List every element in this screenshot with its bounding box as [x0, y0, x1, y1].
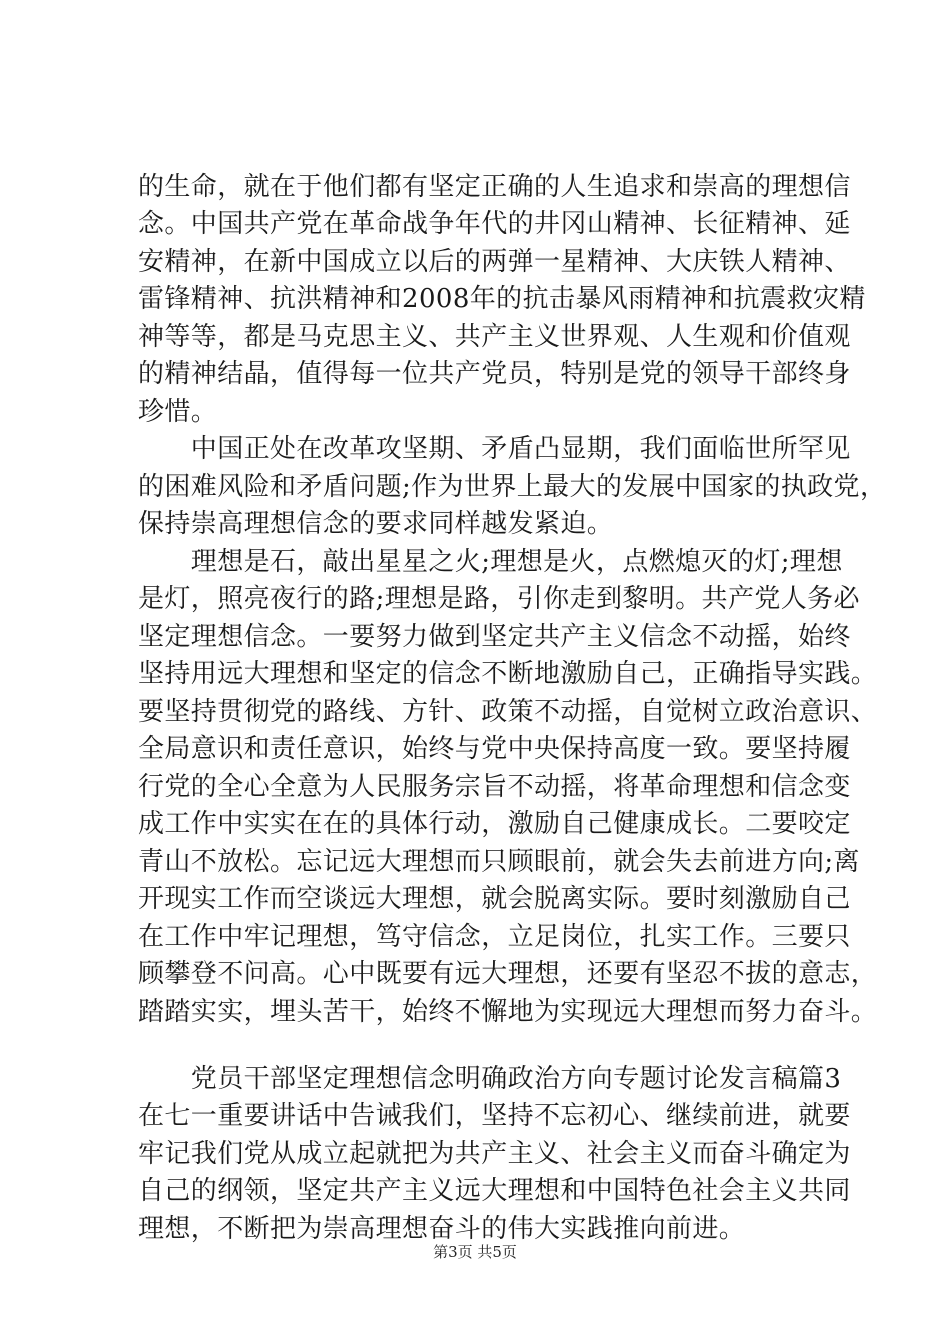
text-line: 理想是石，敲出星星之火;理想是火，点燃熄灭的灯;理想 [138, 547, 843, 577]
text-line: 开现实工作而空谈远大理想，就会脱离实际。要时刻激励自己 [138, 884, 851, 914]
section-heading-line: 党员干部坚定理想信念明确政治方向专题讨论发言稿篇3 [138, 1064, 842, 1094]
text-line: 坚定理想信念。一要努力做到坚定共产主义信念不动摇，始终 [138, 622, 851, 652]
text-line: 行党的全心全意为人民服务宗旨不动摇，将革命理想和信念变 [138, 772, 851, 802]
text-line: 保持崇高理想信念的要求同样越发紧迫。 [138, 509, 614, 539]
text-line: 是灯，照亮夜行的路;理想是路，引你走到黎明。共产党人务必 [138, 584, 860, 614]
text-line: 的生命，就在于他们都有坚定正确的人生追求和崇高的理想信 [138, 172, 851, 202]
text-line: 的困难风险和矛盾问题;作为世界上最大的发展中国家的执政党， [138, 472, 887, 502]
text-line: 踏踏实实，埋头苦干，始终不懈地为实现远大理想而努力奋斗。 [138, 997, 878, 1027]
text-line: 珍惜。 [138, 397, 218, 427]
text-line: 理想，不断把为崇高理想奋斗的伟大实践推向前进。 [138, 1214, 746, 1244]
text-line: 全局意识和责任意识，始终与党中央保持高度一致。要坚持履 [138, 734, 851, 764]
text-line: 雷锋精神、抗洪精神和2008年的抗击暴风雨精神和抗震救灾精 [138, 284, 866, 314]
text-line: 青山不放松。忘记远大理想而只顾眼前，就会失去前进方向;离 [138, 847, 860, 877]
text-line: 中国正处在改革攻坚期、矛盾凸显期，我们面临世所罕见 [138, 434, 851, 464]
text-line: 念。中国共产党在革命战争年代的井冈山精神、长征精神、延 [138, 209, 851, 239]
text-line: 安精神，在新中国成立以后的两弹一星精神、大庆铁人精神、 [138, 247, 851, 277]
text-line: 自己的纲领，坚定共产主义远大理想和中国特色社会主义共同 [138, 1176, 851, 1206]
text-line: 神等等，都是马克思主义、共产主义世界观、人生观和价值观 [138, 322, 851, 352]
text-line: 顾攀登不问高。心中既要有远大理想，还要有坚忍不拔的意志， [138, 959, 878, 989]
text-line: 坚持用远大理想和坚定的信念不断地激励自己，正确指导实践。 [138, 659, 878, 689]
text-line: 牢记我们党从成立起就把为共产主义、社会主义而奋斗确定为 [138, 1139, 851, 1169]
text-line: 成工作中实实在在的具体行动，激励自己健康成长。二要咬定 [138, 809, 851, 839]
text-line: 在工作中牢记理想，笃守信念，立足岗位，扎实工作。三要只 [138, 922, 851, 952]
text-line: 的精神结晶，值得每一位共产党员，特别是党的领导干部终身 [138, 359, 851, 389]
page-footer: 第3页 共5页 [433, 1243, 517, 1261]
text-line: 要坚持贯彻党的路线、方针、政策不动摇，自觉树立政治意识、 [138, 697, 878, 727]
text-line: 在七一重要讲话中告诫我们，坚持不忘初心、继续前进，就要 [138, 1101, 851, 1131]
